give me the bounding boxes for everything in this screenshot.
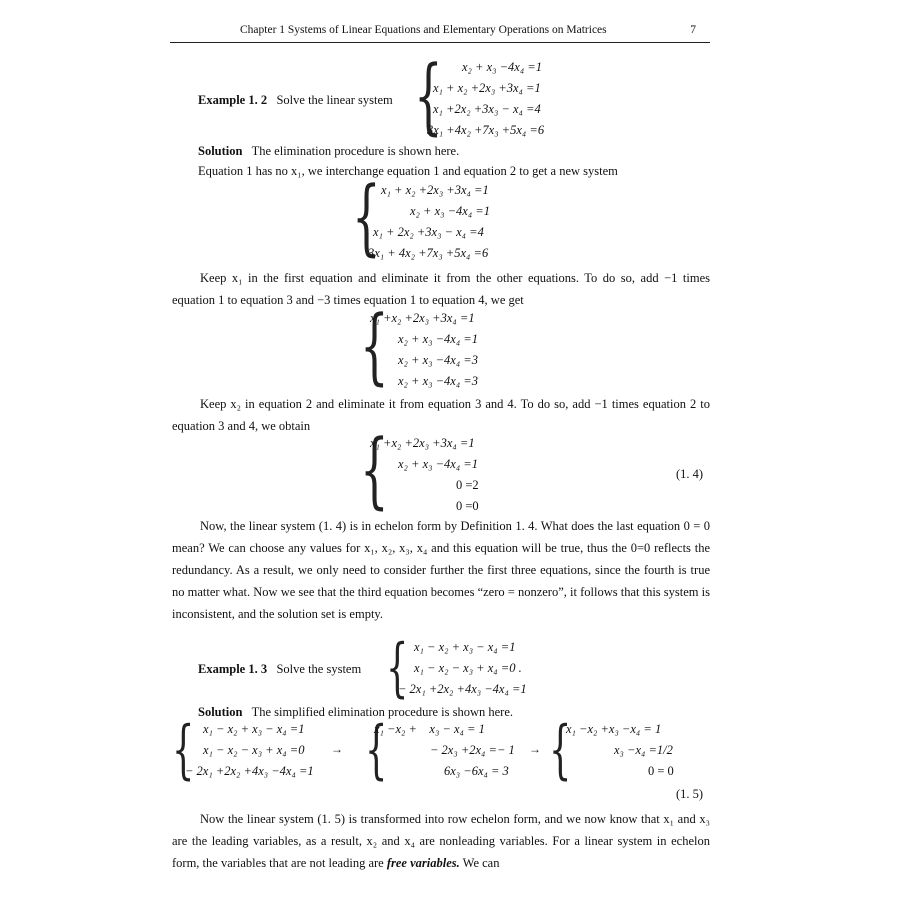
equation: x₁ + x₂ +2x₃ +3x₄ =1: [433, 81, 541, 95]
equation-tag: (1. 4): [676, 467, 704, 481]
paragraph-keep-x1: Keep x₁ in the first equation and eliminate it from the other equations. To do so, add −1 times equation 1 to equation 3 and −3 times equation 1 to equation 4, we get: [172, 271, 710, 307]
equation: x₁ +x₂ +2x₃ +3x₄ =1: [370, 311, 475, 325]
solution-text: The simplified elimination procedure is shown here.: [251, 705, 514, 719]
paragraph-now: Now, the linear system (1. 4) is in echelon form by Definition 1. 4. What does the last equation 0 = 0 mean? We can choose any values for x₁, x₂, x₃, x₄ and this equation will be true, thus the 0=0 reflects the redundancy. As a result, we only need to consider further the first three equations, since the fourth is true no matter what. Now we see that the third equation becomes “zero = nonzero”, it follows that this system is inconsistent, and the solution set is empty.: [172, 519, 710, 621]
left-brace-icon: {: [360, 299, 389, 394]
arrow-icon: →: [529, 742, 541, 756]
left-brace-icon: {: [352, 170, 381, 265]
example-label: Example 1. 2: [198, 93, 268, 107]
header-rule: [170, 42, 710, 43]
solution-label: Solution: [198, 144, 243, 158]
solution-1-line: Equation 1 has no x₁, we interchange equation 1 and equation 2 to get a new system: [198, 164, 618, 178]
left-brace-icon: {: [414, 49, 443, 144]
example-label: Example 1. 3: [198, 662, 268, 676]
left-brace-icon: {: [172, 713, 195, 787]
equation: x₂ + x₃ −4x₄ =1: [398, 457, 478, 471]
equation: − 2x₁ +2x₂ +4x₃ −4x₄ =1: [398, 682, 527, 696]
equation: 0 =2: [456, 478, 479, 492]
equation: x₂ + x₃ −4x₄ =3: [398, 374, 478, 388]
chapter-title: Chapter 1 Systems of Linear Equations and Elementary Operations on Matrices: [240, 24, 607, 36]
example-1-3-intro: [198, 661, 361, 677]
left-brace-icon: {: [365, 713, 388, 787]
example-text: Solve the linear system: [276, 93, 393, 107]
page-number: 7: [690, 24, 696, 36]
equation: x₁ + 2x₂ +3x₃ − x₄ =4: [373, 225, 484, 239]
equation: x₂ + x₃ −4x₄ =1: [410, 204, 490, 218]
equation: x₁ − x₂ − x₃ + x₄ =0 .: [414, 661, 522, 675]
left-brace-icon: {: [360, 423, 389, 518]
equation-tag: (1. 5): [676, 787, 704, 801]
solution-text: The elimination procedure is shown here.: [251, 144, 460, 158]
example-1-2-intro: [198, 92, 393, 108]
equation: x₂ + x₃ −4x₄ =1: [462, 60, 542, 74]
equation: 0 =0: [456, 499, 479, 513]
paragraph-keep-x2: Keep x₂ in equation 2 and eliminate it from equation 3 and 4. To do so, add −1 times equation 2 to equation 3 and 4, we obtain: [172, 397, 710, 433]
solution-1-heading: [198, 143, 459, 159]
equation: x₁ +x₂ +2x₃ +3x₄ =1: [370, 436, 475, 450]
solution-2-heading: [198, 704, 513, 720]
emphasized-term: free variables.: [386, 856, 460, 870]
equation: x₁ − x₂ + x₃ − x₄ =1: [203, 722, 305, 736]
equation: x₂ + x₃ −4x₄ =3: [398, 353, 478, 367]
example-text: Solve the system: [276, 662, 362, 676]
arrow-icon: →: [331, 742, 343, 756]
equation: 0 = 0: [648, 764, 674, 778]
equation: 3x₁ + 4x₂ +7x₃ +5x₄ =6: [368, 246, 489, 260]
equation: − 2x₁ +2x₂ +4x₃ −4x₄ =1: [185, 764, 314, 778]
solution-label: Solution: [198, 705, 243, 719]
equation: x₁ − x₂ + x₃ − x₄ =1: [414, 640, 516, 654]
equation: x₁ −x₂ +x₃ −x₄ = 1: [566, 722, 662, 736]
equation: x₂ + x₃ −4x₄ =1: [398, 332, 478, 346]
equation: x₁ − x₂ − x₃ + x₄ =0: [203, 743, 305, 757]
equation: x₃ −x₄ =1/2: [614, 743, 673, 757]
paragraph-text: Now the linear system (1. 5) is transformed into row echelon form, and we now know that x₁ and x₃ are the leading variables, as a result, x₂ and x₄ are nonleading variables. For a linear system in echelon form, the variables that are not leading are: [172, 812, 710, 870]
left-brace-icon: {: [386, 631, 409, 705]
equation: x₁ −x₂ + x₃ − x₄ = 1: [374, 722, 485, 736]
paragraph-final: [172, 808, 710, 874]
equation: 3x₁ +4x₂ +7x₃ +5x₄ =6: [427, 123, 545, 137]
left-brace-icon: {: [549, 713, 572, 787]
equation: x₁ + x₂ +2x₃ +3x₄ =1: [381, 183, 489, 197]
equation: − 2x₃ +2x₄ =− 1: [430, 743, 515, 757]
paragraph-text: We can: [462, 856, 500, 870]
equation: x₁ +2x₂ +3x₃ − x₄ =4: [433, 102, 541, 116]
equation: 6x₃ −6x₄ = 3: [444, 764, 509, 778]
